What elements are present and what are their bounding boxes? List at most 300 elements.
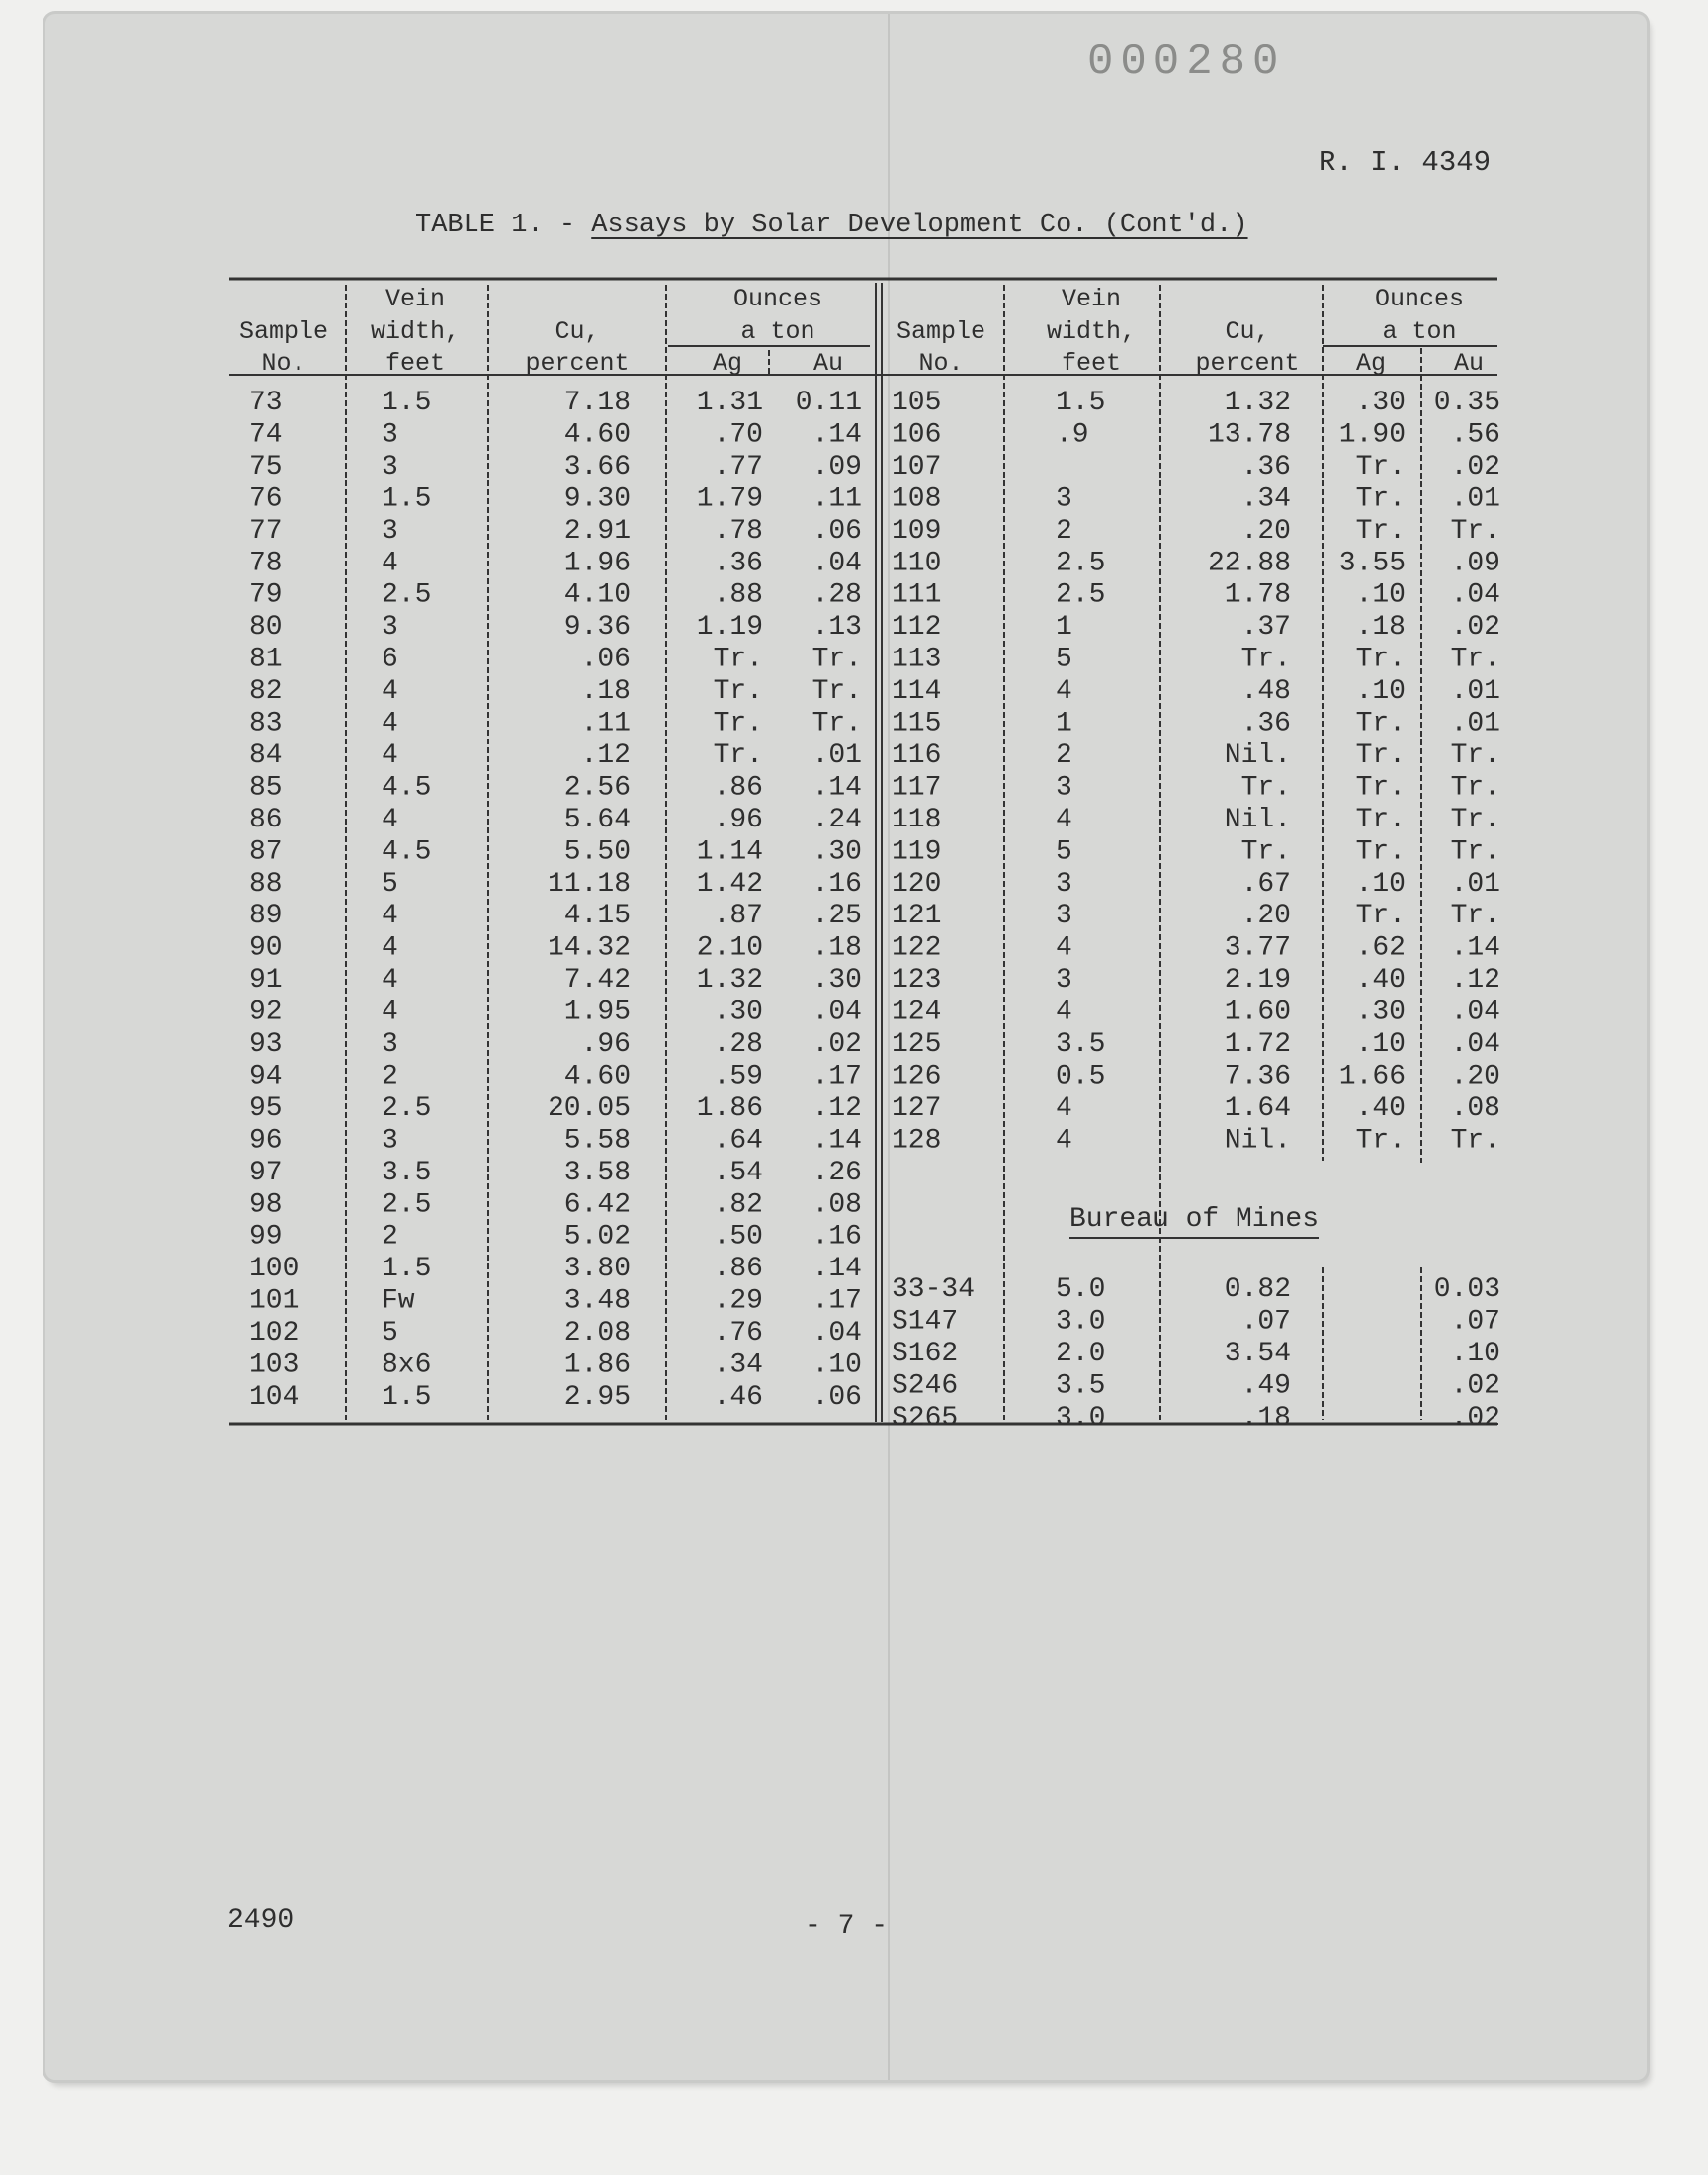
cell-width: 3 xyxy=(382,612,398,644)
cell-cu: 5.64 xyxy=(563,804,631,835)
cell-ag: .30 xyxy=(1355,388,1406,418)
cell-au: 0.35 xyxy=(1433,388,1500,418)
cell-ag: .70 xyxy=(713,419,763,451)
cell-au: .24 xyxy=(811,804,862,835)
header-percent: percent xyxy=(1195,349,1300,378)
cell-sample: 107 xyxy=(892,451,942,482)
cell-width: 4 xyxy=(1056,1092,1072,1124)
cell-sample: 88 xyxy=(249,868,283,900)
cell-cu: .67 xyxy=(1240,868,1291,900)
cell-width: 4 xyxy=(382,932,398,964)
cell-sample: 90 xyxy=(249,932,283,964)
header-width: width, xyxy=(1046,317,1137,346)
cell-width: 3 xyxy=(382,515,398,547)
cell-sample: 95 xyxy=(249,1092,283,1124)
cell-sample: 127 xyxy=(892,1092,942,1124)
cell-cu: 7.42 xyxy=(563,965,631,997)
cell-width: 2.5 xyxy=(382,1092,432,1124)
cell-width: 4 xyxy=(382,965,398,997)
cell-ag: .59 xyxy=(713,1061,763,1092)
cell-cu: 11.18 xyxy=(547,868,631,900)
cell-ag: 1.32 xyxy=(696,965,763,997)
cell-width: 4 xyxy=(382,804,398,835)
cell-ag: Tr. xyxy=(1355,772,1406,804)
cell-width: 3.5 xyxy=(1056,1370,1106,1402)
cell-au: .26 xyxy=(811,1157,862,1188)
cell-cu: 0.82 xyxy=(1224,1274,1291,1305)
cell-ag: .82 xyxy=(713,1189,763,1221)
cell-cu: 2.95 xyxy=(563,1381,631,1413)
cell-au: .04 xyxy=(1450,997,1500,1028)
cell-au: .02 xyxy=(1450,1370,1500,1402)
cell-sample: 116 xyxy=(892,740,942,771)
cell-sample: 92 xyxy=(249,997,283,1028)
cell-cu: .96 xyxy=(580,1029,631,1060)
cell-sample: 94 xyxy=(249,1061,283,1092)
cell-width: 0.5 xyxy=(1056,1061,1106,1092)
cell-width: 5 xyxy=(382,1318,398,1349)
cell-sample: 122 xyxy=(892,932,942,964)
cell-width: 2 xyxy=(382,1221,398,1253)
cell-sample: 119 xyxy=(892,836,942,868)
cell-width: .9 xyxy=(1056,419,1089,451)
cell-au: .14 xyxy=(811,419,862,451)
cell-sample: 73 xyxy=(249,388,283,418)
cell-cu: 3.66 xyxy=(563,451,631,482)
cell-ag: Tr. xyxy=(1355,901,1406,932)
cell-ag: .87 xyxy=(713,901,763,932)
cell-ag: 1.66 xyxy=(1338,1061,1406,1092)
cell-cu: 13.78 xyxy=(1207,419,1291,451)
cell-cu: 7.36 xyxy=(1224,1061,1291,1092)
cell-sample: 103 xyxy=(249,1349,299,1381)
cell-ag: .29 xyxy=(713,1285,763,1317)
cell-width: 4 xyxy=(382,740,398,771)
cell-ag: 1.86 xyxy=(696,1092,763,1124)
cell-au: .20 xyxy=(1450,1061,1500,1092)
cell-width: 3.5 xyxy=(1056,1029,1106,1060)
cell-au: .04 xyxy=(811,1318,862,1349)
cell-width: 4.5 xyxy=(382,836,432,868)
cell-ag: 3.55 xyxy=(1338,548,1406,579)
cell-sample: 84 xyxy=(249,740,283,771)
cell-sample: 75 xyxy=(249,451,283,482)
cell-au: .06 xyxy=(811,515,862,547)
cell-au: .56 xyxy=(1450,419,1500,451)
cell-sample: 79 xyxy=(249,579,283,611)
cell-sample: 114 xyxy=(892,676,942,708)
bureau-label: Bureau of Mines xyxy=(1068,1204,1320,1235)
cell-sample: 99 xyxy=(249,1221,283,1253)
cell-ag: .62 xyxy=(1355,932,1406,964)
cell-cu: 1.96 xyxy=(563,548,631,579)
header-no: No. xyxy=(918,349,964,378)
cell-sample: 80 xyxy=(249,612,283,644)
cell-au: .16 xyxy=(811,1221,862,1253)
cell-width: 3 xyxy=(1056,965,1072,997)
cell-au: .17 xyxy=(811,1285,862,1317)
header-sample: Sample xyxy=(896,317,986,346)
cell-cu: .18 xyxy=(580,676,631,708)
cell-cu: 5.58 xyxy=(563,1125,631,1157)
header-feet: feet xyxy=(1061,349,1122,378)
cell-au: .04 xyxy=(811,548,862,579)
cell-cu: 5.02 xyxy=(563,1221,631,1253)
cell-width: 3 xyxy=(1056,483,1072,515)
cell-au: Tr. xyxy=(1450,901,1500,932)
cell-cu: 4.60 xyxy=(563,419,631,451)
cell-sample: S147 xyxy=(892,1306,959,1338)
cell-au: Tr. xyxy=(811,708,862,740)
cell-ag: .88 xyxy=(713,579,763,611)
cell-au: .09 xyxy=(811,451,862,482)
cell-sample: 105 xyxy=(892,388,942,418)
cell-ag: .76 xyxy=(713,1318,763,1349)
cell-sample: 124 xyxy=(892,997,942,1028)
table-title-prefix: TABLE 1. - xyxy=(415,211,576,240)
cell-au: Tr. xyxy=(1450,804,1500,835)
header-au: Au xyxy=(1453,349,1485,378)
cell-width: 2 xyxy=(1056,515,1072,547)
cell-sample: 111 xyxy=(892,579,942,611)
cell-sample: 102 xyxy=(249,1318,299,1349)
cell-au: .08 xyxy=(1450,1092,1500,1124)
header-a-ton: a ton xyxy=(1382,317,1457,346)
cell-width: 4 xyxy=(382,901,398,932)
cell-cu: Tr. xyxy=(1240,836,1291,868)
cell-width: 5 xyxy=(382,868,398,900)
cell-sample: 125 xyxy=(892,1029,942,1060)
cell-sample: 110 xyxy=(892,548,942,579)
cell-au: Tr. xyxy=(1450,1125,1500,1157)
cell-sample: 33-34 xyxy=(892,1274,976,1305)
cell-width: 2.5 xyxy=(382,1189,432,1221)
cell-ag: .77 xyxy=(713,451,763,482)
cell-ag: 2.10 xyxy=(696,932,763,964)
cell-au: .04 xyxy=(1450,579,1500,611)
cell-au: .01 xyxy=(811,740,862,771)
cell-ag: .30 xyxy=(1355,997,1406,1028)
cell-cu: 14.32 xyxy=(547,932,631,964)
header-no: No. xyxy=(261,349,306,378)
cell-sample: S162 xyxy=(892,1338,959,1369)
cell-sample: 83 xyxy=(249,708,283,740)
cell-sample: 81 xyxy=(249,644,283,675)
cell-sample: 109 xyxy=(892,515,942,547)
cell-cu: .06 xyxy=(580,644,631,675)
cell-ag: .54 xyxy=(713,1157,763,1188)
cell-ag: Tr. xyxy=(1355,1125,1406,1157)
cell-width: 3.0 xyxy=(1056,1402,1106,1434)
header-cu: Cu, xyxy=(1225,317,1270,346)
header-width: width, xyxy=(370,317,461,346)
cell-width: 1.5 xyxy=(382,483,432,515)
cell-ag: 1.19 xyxy=(696,612,763,644)
cell-cu: 1.32 xyxy=(1224,388,1291,418)
cell-sample: 115 xyxy=(892,708,942,740)
cell-width: 1.5 xyxy=(382,388,432,418)
page-number: - 7 - xyxy=(805,1911,889,1942)
cell-width: 4 xyxy=(382,676,398,708)
cell-cu: 1.60 xyxy=(1224,997,1291,1028)
cell-width: 1.5 xyxy=(1056,388,1106,418)
cell-sample: S246 xyxy=(892,1370,959,1402)
cell-ag: 1.42 xyxy=(696,868,763,900)
cell-sample: 93 xyxy=(249,1029,283,1060)
cell-cu: 1.86 xyxy=(563,1349,631,1381)
cell-au: .01 xyxy=(1450,868,1500,900)
cell-ag: Tr. xyxy=(713,644,763,675)
cell-au: .02 xyxy=(1450,612,1500,644)
cell-au: Tr. xyxy=(1450,836,1500,868)
document-stamp-number: 000280 xyxy=(1087,38,1286,87)
cell-sample: 77 xyxy=(249,515,283,547)
cell-sample: 86 xyxy=(249,804,283,835)
cell-ag: Tr. xyxy=(1355,740,1406,771)
cell-cu: .49 xyxy=(1240,1370,1291,1402)
cell-cu: .37 xyxy=(1240,612,1291,644)
cell-au: Tr. xyxy=(811,676,862,708)
cell-ag: .18 xyxy=(1355,612,1406,644)
cell-sample: 87 xyxy=(249,836,283,868)
cell-width: 5 xyxy=(1056,836,1072,868)
cell-ag: Tr. xyxy=(1355,836,1406,868)
cell-sample: 120 xyxy=(892,868,942,900)
header-vein: Vein xyxy=(1061,285,1122,313)
cell-sample: 117 xyxy=(892,772,942,804)
cell-sample: 108 xyxy=(892,483,942,515)
cell-sample: 126 xyxy=(892,1061,942,1092)
cell-sample: 97 xyxy=(249,1157,283,1188)
cell-cu: .07 xyxy=(1240,1306,1291,1338)
cell-sample: 98 xyxy=(249,1189,283,1221)
header-cu: Cu, xyxy=(555,317,600,346)
cell-au: .01 xyxy=(1450,483,1500,515)
cell-cu: 3.58 xyxy=(563,1157,631,1188)
cell-cu: 4.10 xyxy=(563,579,631,611)
header-au: Au xyxy=(812,349,844,378)
cell-sample: 128 xyxy=(892,1125,942,1157)
cell-ag: Tr. xyxy=(1355,451,1406,482)
cell-cu: .11 xyxy=(580,708,631,740)
cell-width: 3 xyxy=(382,1125,398,1157)
cell-width: 3 xyxy=(382,1029,398,1060)
cell-width: 4 xyxy=(1056,997,1072,1028)
cell-width: 4.5 xyxy=(382,772,432,804)
cell-cu: 5.50 xyxy=(563,836,631,868)
cell-au: .10 xyxy=(1450,1338,1500,1369)
cell-au: Tr. xyxy=(1450,644,1500,675)
cell-sample: 89 xyxy=(249,901,283,932)
cell-cu: 1.95 xyxy=(563,997,631,1028)
cell-cu: 9.36 xyxy=(563,612,631,644)
cell-au: .14 xyxy=(811,1254,862,1285)
header-vein: Vein xyxy=(384,285,446,313)
cell-width: 2.0 xyxy=(1056,1338,1106,1369)
cell-cu: 1.78 xyxy=(1224,579,1291,611)
cell-au: Tr. xyxy=(811,644,862,675)
cell-width: 4 xyxy=(1056,932,1072,964)
header-feet: feet xyxy=(384,349,446,378)
cell-ag: .64 xyxy=(713,1125,763,1157)
cell-width: 2.5 xyxy=(1056,579,1106,611)
cell-cu: 3.77 xyxy=(1224,932,1291,964)
cell-cu: 7.18 xyxy=(563,388,631,418)
cell-ag: .46 xyxy=(713,1381,763,1413)
cell-ag: .86 xyxy=(713,1254,763,1285)
cell-sample: 118 xyxy=(892,804,942,835)
cell-sample: 104 xyxy=(249,1381,299,1413)
cell-ag: 1.14 xyxy=(696,836,763,868)
cell-cu: 3.54 xyxy=(1224,1338,1291,1369)
cell-cu: 2.91 xyxy=(563,515,631,547)
cell-cu: .20 xyxy=(1240,901,1291,932)
cell-ag: .10 xyxy=(1355,868,1406,900)
cell-sample: 101 xyxy=(249,1285,299,1317)
header-ounces: Ounces xyxy=(732,285,823,313)
cell-ag: .34 xyxy=(713,1349,763,1381)
cell-cu: Tr. xyxy=(1240,772,1291,804)
cell-ag: Tr. xyxy=(713,740,763,771)
cell-ag: .10 xyxy=(1355,676,1406,708)
cell-width: 6 xyxy=(382,644,398,675)
cell-ag: Tr. xyxy=(713,708,763,740)
cell-ag: .50 xyxy=(713,1221,763,1253)
cell-sample: 85 xyxy=(249,772,283,804)
header-ounces: Ounces xyxy=(1374,285,1465,313)
cell-sample: 112 xyxy=(892,612,942,644)
cell-au: .04 xyxy=(811,997,862,1028)
cell-au: .09 xyxy=(1450,548,1500,579)
cell-au: .25 xyxy=(811,901,862,932)
cell-width: 4 xyxy=(1056,804,1072,835)
cell-au: .12 xyxy=(811,1092,862,1124)
cell-cu: .12 xyxy=(580,740,631,771)
cell-cu: 1.64 xyxy=(1224,1092,1291,1124)
cell-sample: 113 xyxy=(892,644,942,675)
cell-ag: Tr. xyxy=(1355,483,1406,515)
cell-cu: .18 xyxy=(1240,1402,1291,1434)
cell-ag: .86 xyxy=(713,772,763,804)
cell-width: 4 xyxy=(1056,1125,1072,1157)
cell-au: .02 xyxy=(1450,451,1500,482)
cell-ag: Tr. xyxy=(1355,804,1406,835)
header-sample: Sample xyxy=(238,317,329,346)
cell-au: .18 xyxy=(811,932,862,964)
cell-ag: .40 xyxy=(1355,965,1406,997)
cell-ag: .40 xyxy=(1355,1092,1406,1124)
cell-width: 2.5 xyxy=(1056,548,1106,579)
cell-cu: Tr. xyxy=(1240,644,1291,675)
cell-sample: 82 xyxy=(249,676,283,708)
cell-width: 3.5 xyxy=(382,1157,432,1188)
cell-cu: 4.15 xyxy=(563,901,631,932)
cell-sample: 76 xyxy=(249,483,283,515)
cell-width: 4 xyxy=(382,548,398,579)
cell-width: 4 xyxy=(382,708,398,740)
cell-width: 4 xyxy=(1056,676,1072,708)
cell-width: 3 xyxy=(382,451,398,482)
cell-width: 5.0 xyxy=(1056,1274,1106,1305)
cell-au: Tr. xyxy=(1450,772,1500,804)
cell-sample: 78 xyxy=(249,548,283,579)
cell-ag: .78 xyxy=(713,515,763,547)
cell-au: .14 xyxy=(811,772,862,804)
cell-au: .14 xyxy=(811,1125,862,1157)
cell-au: .14 xyxy=(1450,932,1500,964)
cell-cu: .48 xyxy=(1240,676,1291,708)
cell-sample: S265 xyxy=(892,1402,959,1434)
cell-cu: .36 xyxy=(1240,708,1291,740)
cell-ag: .10 xyxy=(1355,1029,1406,1060)
cell-cu: Nil. xyxy=(1224,804,1291,835)
cell-width: 1.5 xyxy=(382,1254,432,1285)
cell-ag: 1.90 xyxy=(1338,419,1406,451)
cell-width: 4 xyxy=(382,997,398,1028)
cell-ag: .36 xyxy=(713,548,763,579)
cell-au: 0.03 xyxy=(1433,1274,1500,1305)
cell-sample: 96 xyxy=(249,1125,283,1157)
cell-cu: 2.19 xyxy=(1224,965,1291,997)
cell-au: .02 xyxy=(1450,1402,1500,1434)
cell-cu: 3.48 xyxy=(563,1285,631,1317)
cell-au: 0.11 xyxy=(795,388,862,418)
cell-au: .11 xyxy=(811,483,862,515)
cell-au: .06 xyxy=(811,1381,862,1413)
cell-cu: .34 xyxy=(1240,483,1291,515)
cell-ag: .28 xyxy=(713,1029,763,1060)
cell-sample: 121 xyxy=(892,901,942,932)
header-ag: Ag xyxy=(1355,349,1387,378)
cell-au: .17 xyxy=(811,1061,862,1092)
cell-au: .28 xyxy=(811,579,862,611)
cell-cu: 2.08 xyxy=(563,1318,631,1349)
table-title-text: Assays by Solar Development Co. (Cont'd.) xyxy=(591,211,1248,240)
cell-cu: 4.60 xyxy=(563,1061,631,1092)
cell-au: .12 xyxy=(1450,965,1500,997)
cell-ag: Tr. xyxy=(713,676,763,708)
cell-au: .08 xyxy=(811,1189,862,1221)
cell-width: 5 xyxy=(1056,644,1072,675)
cell-width: 3 xyxy=(1056,868,1072,900)
cell-cu: .20 xyxy=(1240,515,1291,547)
cell-width: 8x6 xyxy=(382,1349,432,1381)
cell-au: .02 xyxy=(811,1029,862,1060)
cell-cu: 6.42 xyxy=(563,1189,631,1221)
cell-width: 3 xyxy=(382,419,398,451)
cell-ag: 1.31 xyxy=(696,388,763,418)
cell-ag: 1.79 xyxy=(696,483,763,515)
cell-au: .04 xyxy=(1450,1029,1500,1060)
cell-width: 2 xyxy=(1056,740,1072,771)
footer-code: 2490 xyxy=(227,1905,295,1936)
cell-width: 1 xyxy=(1056,708,1072,740)
cell-au: .13 xyxy=(811,612,862,644)
cell-sample: 100 xyxy=(249,1254,299,1285)
cell-cu: 3.80 xyxy=(563,1254,631,1285)
report-id: R. I. 4349 xyxy=(1319,146,1492,179)
cell-cu: 9.30 xyxy=(563,483,631,515)
cell-width: 3 xyxy=(1056,901,1072,932)
cell-cu: .36 xyxy=(1240,451,1291,482)
header-ag: Ag xyxy=(712,349,743,378)
cell-sample: 106 xyxy=(892,419,942,451)
cell-width: 3 xyxy=(1056,772,1072,804)
cell-width: Fw xyxy=(382,1285,415,1317)
cell-ag: .96 xyxy=(713,804,763,835)
cell-ag: Tr. xyxy=(1355,708,1406,740)
header-a-ton: a ton xyxy=(740,317,815,346)
